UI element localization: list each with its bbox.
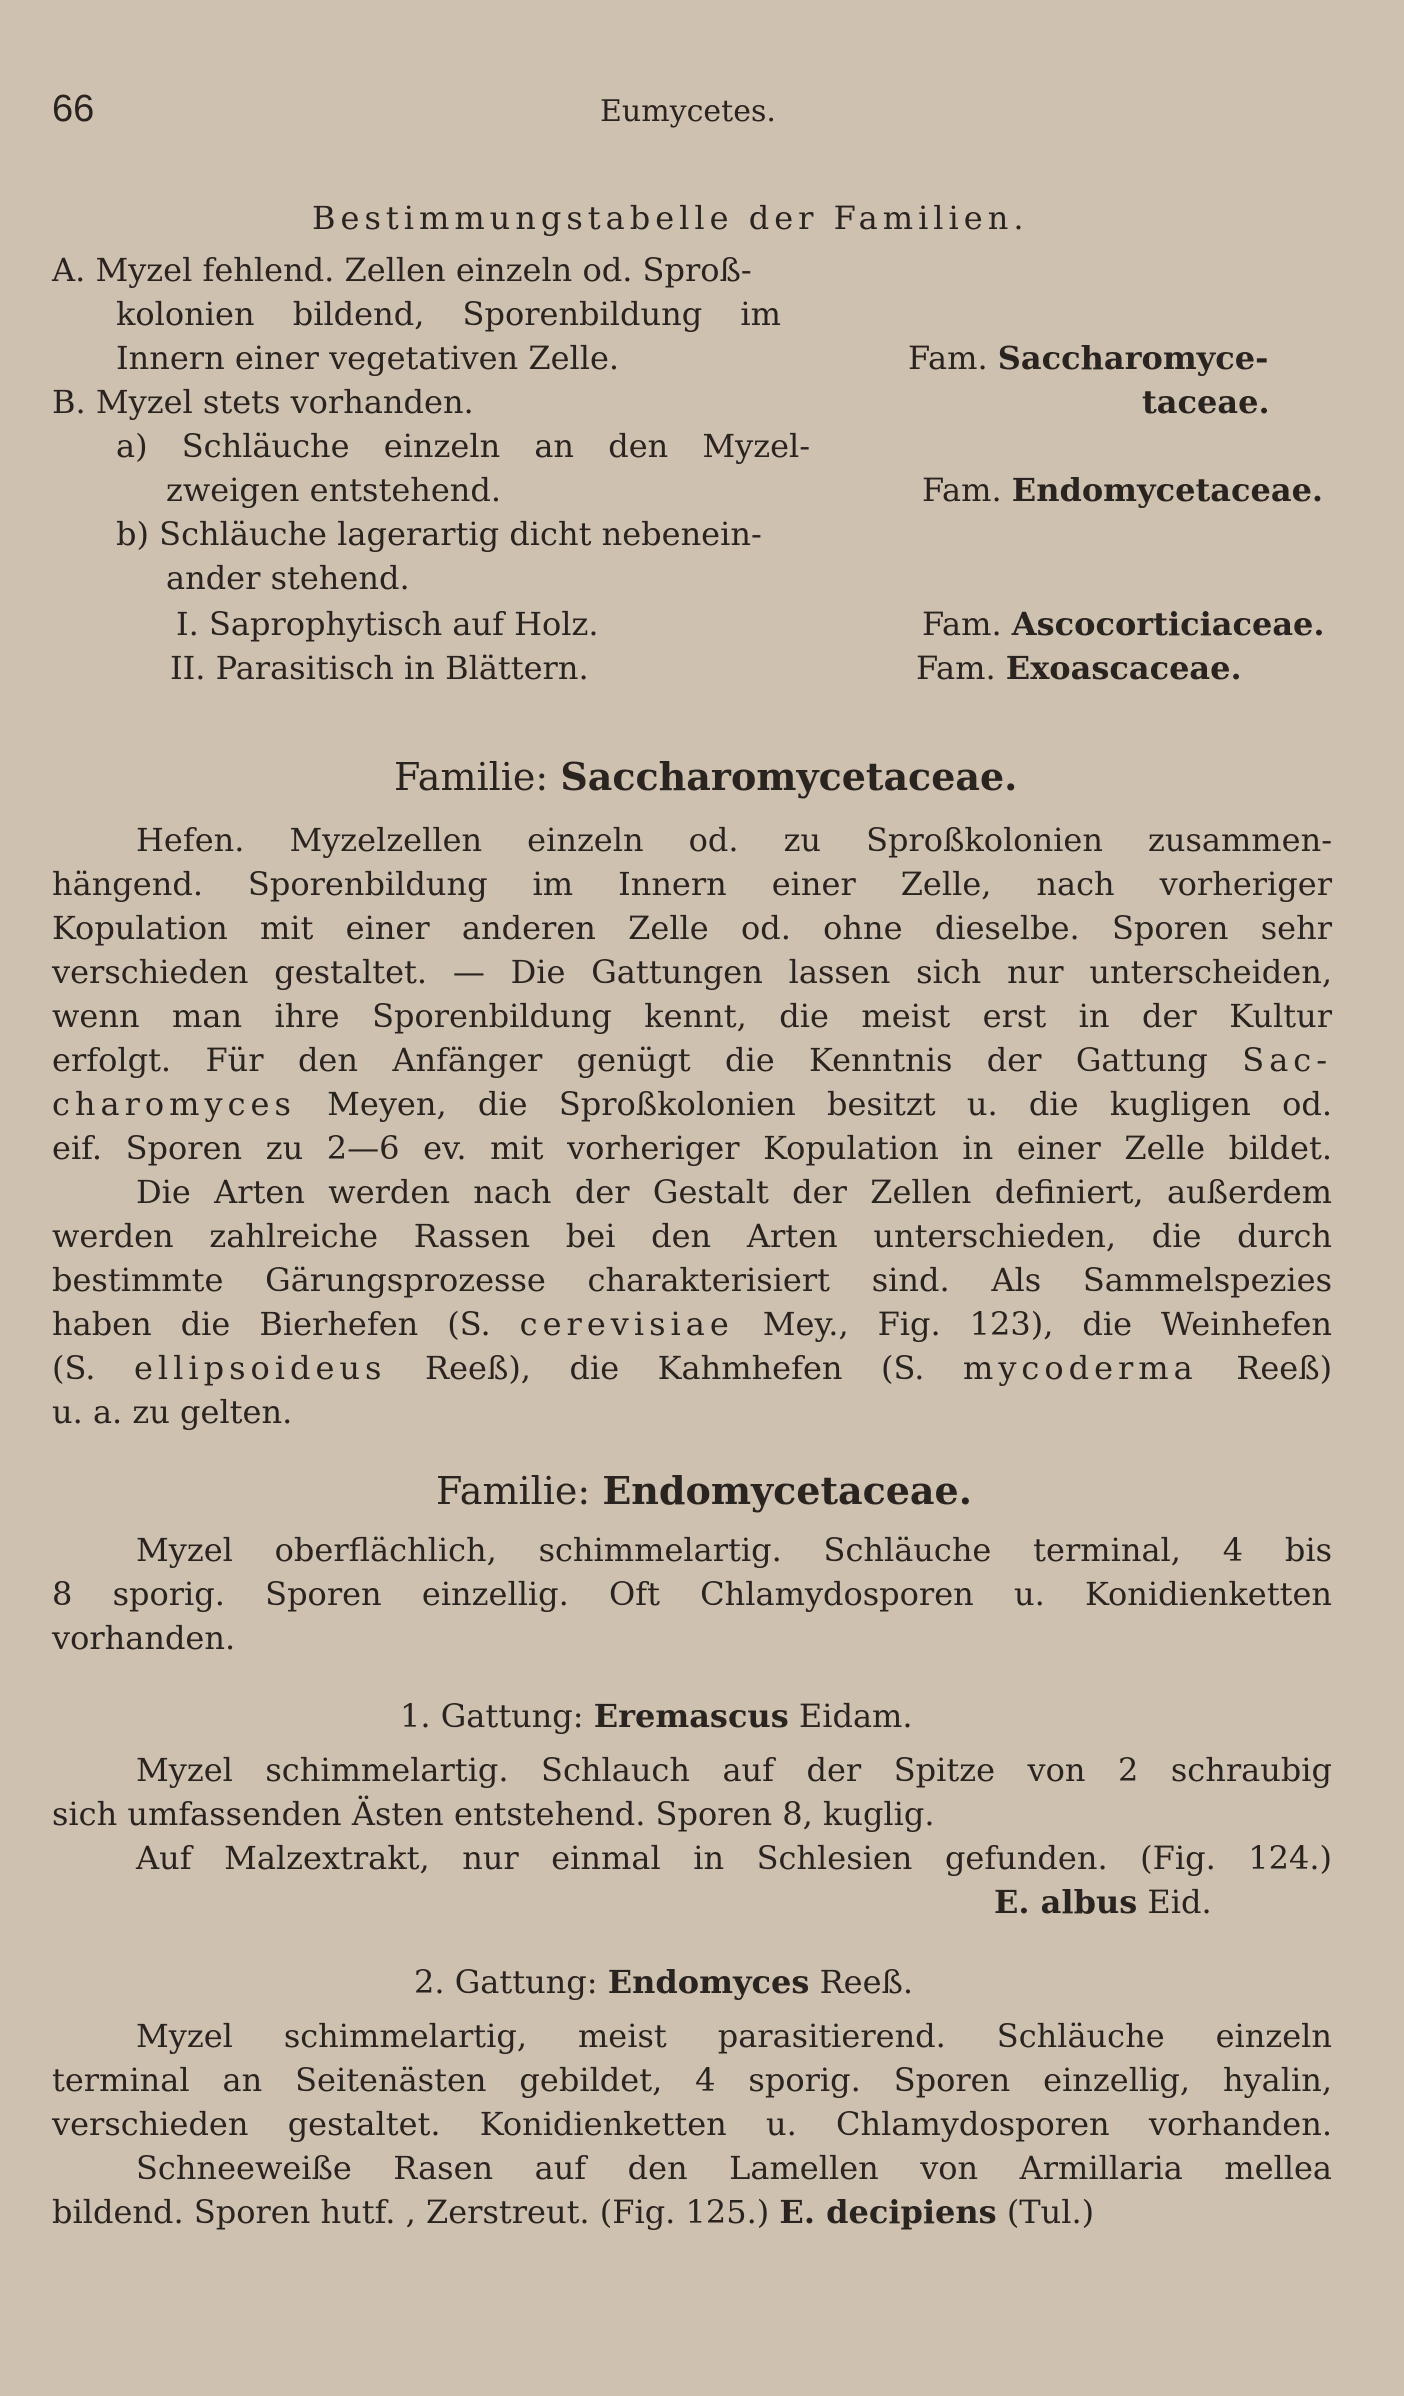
paragraph-line: terminal an Seitenästen gebildet, 4 sporig. Sporen einzellig, hyalin, xyxy=(52,2061,1332,2099)
paragraph-line: eif. Sporen zu 2—6 ev. mit vorheriger Kopulation in einer Zelle bildet. xyxy=(52,1129,1332,1167)
key-result-a xyxy=(908,336,1268,380)
key-line-bb1: b) Schläuche lagerartig dicht nebenein- xyxy=(116,515,762,553)
page-number: 66 xyxy=(52,88,95,130)
paragraph-line: Kopulation mit einer anderen Zelle od. ohne dieselbe. Sporen sehr xyxy=(52,909,1332,947)
paragraph-line: hängend. Sporenbildung im Innern einer Zelle, nach vorheriger xyxy=(52,865,1332,903)
genus-label: 2. Gattung: xyxy=(414,1963,598,2001)
fam-label: Fam. xyxy=(916,649,996,687)
species-name-spaced: ellipsoideus xyxy=(133,1349,387,1387)
genus-label: 1. Gattung: xyxy=(400,1697,584,1735)
section-title-label: Familie: xyxy=(436,1469,591,1513)
text-run: Reeß) xyxy=(1236,1349,1333,1387)
section-title-saccharomycetaceae xyxy=(394,752,1017,802)
text-run: erfolgt. Für den Anfänger genügt die Kenntnis der Gattung xyxy=(52,1041,1208,1079)
key-title: Bestimmungstabelle der Familien. xyxy=(312,199,1029,237)
key-line-ba2: zweigen entstehend. xyxy=(166,471,502,509)
genus-name: Eremascus xyxy=(593,1697,789,1735)
species-line xyxy=(994,1880,1212,1924)
paragraph-line: 8 sporig. Sporen einzellig. Oft Chlamydosporen u. Konidienketten xyxy=(52,1575,1332,1613)
fam-name: Saccharomyce- xyxy=(997,339,1269,377)
paragraph-line: verschieden gestaltet. Konidienketten u. Chlamydosporen vorhanden. xyxy=(52,2105,1332,2143)
genus-name: Endomyces xyxy=(607,1963,810,2001)
key-line-bb-i: I. Saprophytisch auf Holz. xyxy=(176,605,599,643)
fam-name-cont: taceae. xyxy=(1142,383,1270,421)
fam-label: Fam. xyxy=(922,471,1002,509)
text-run: Reeß), die Kahmhefen (S. xyxy=(424,1349,925,1387)
genus-author: Reeß. xyxy=(819,1963,914,2001)
paragraph-line xyxy=(52,1302,1332,1346)
fam-name: Exoascaceae. xyxy=(1005,649,1242,687)
section-title-label: Familie: xyxy=(394,755,549,799)
key-line-a3: Innern einer vegetativen Zelle. xyxy=(116,339,620,377)
key-line-bb-ii: II. Parasitisch in Blättern. xyxy=(170,649,589,687)
key-result-a-cont xyxy=(1142,380,1270,424)
paragraph-line: wenn man ihre Sporenbildung kennt, die meist erst in der Kultur xyxy=(52,997,1332,1035)
paragraph-line: u. a. zu gelten. xyxy=(52,1393,293,1431)
key-result-bb-ii xyxy=(916,646,1242,690)
genus-author: Eidam. xyxy=(798,1697,913,1735)
paragraph-line: Die Arten werden nach der Gestalt der Zellen definiert, außerdem xyxy=(136,1173,1332,1211)
genus-title-endomyces xyxy=(414,1960,913,2004)
text-run: Meyen, die Sproßkolonien besitzt u. die kugligen od. xyxy=(327,1085,1333,1123)
key-line-bb2: ander stehend. xyxy=(166,559,410,597)
paragraph-line: Myzel schimmelartig. Schlauch auf der Spitze von 2 schraubig xyxy=(136,1751,1332,1789)
genus-name-spaced: charomyces xyxy=(52,1085,296,1123)
section-title-name: Endomycetaceae. xyxy=(602,1468,972,1513)
paragraph-line: Hefen. Myzelzellen einzeln od. zu Sproßkolonien zusammen- xyxy=(136,821,1332,859)
text-run: haben die Bierhefen (S. xyxy=(52,1305,491,1343)
fam-name: Endomycetaceae. xyxy=(1011,471,1324,509)
species-author: (Tul.) xyxy=(1006,2193,1095,2231)
paragraph-line: sich umfassenden Ästen entstehend. Sporen 8, kuglig. xyxy=(52,1795,935,1833)
species-name-spaced: cerevisiae xyxy=(519,1305,734,1343)
section-title-endomycetaceae xyxy=(436,1466,972,1516)
species-author: Eid. xyxy=(1147,1883,1212,1921)
genus-name-spaced: Sac- xyxy=(1242,1041,1333,1079)
paragraph-line: vorhanden. xyxy=(52,1619,236,1657)
text-run: bildend. Sporen hutf. , Zerstreut. (Fig. 125.) xyxy=(52,2193,770,2231)
key-line-a1: A. Myzel fehlend. Zellen einzeln od. Sproß- xyxy=(52,251,752,289)
genus-title-eremascus xyxy=(400,1694,913,1738)
paragraph-line: verschieden gestaltet. — Die Gattungen lassen sich nur unterscheiden, xyxy=(52,953,1332,991)
paragraph-line: bestimmte Gärungsprozesse charakterisiert sind. Als Sammelspezies xyxy=(52,1261,1332,1299)
species-name-spaced: mycoderma xyxy=(962,1349,1198,1387)
species-name: E. decipiens xyxy=(779,2193,997,2231)
key-result-ba xyxy=(922,468,1323,512)
fam-label: Fam. xyxy=(908,339,988,377)
paragraph-line: Myzel oberflächlich, schimmelartig. Schläuche terminal, 4 bis xyxy=(136,1531,1332,1569)
text-run: (S. xyxy=(52,1349,96,1387)
paragraph-line xyxy=(52,2190,1094,2234)
key-line-ba1: a) Schläuche einzeln an den Myzel- xyxy=(116,427,811,465)
key-result-bb-i xyxy=(922,602,1325,646)
paragraph-line xyxy=(52,1082,1332,1126)
paragraph-line: Schneeweiße Rasen auf den Lamellen von Armillaria mellea xyxy=(136,2149,1332,2187)
species-name: E. albus xyxy=(994,1883,1138,1921)
text-run: Mey., Fig. 123), die Weinhefen xyxy=(762,1305,1333,1343)
paragraph-line: Myzel schimmelartig, meist parasitierend. Schläuche einzeln xyxy=(136,2017,1332,2055)
running-title: Eumycetes. xyxy=(600,94,776,129)
fam-label: Fam. xyxy=(922,605,1002,643)
paragraph-line: werden zahlreiche Rassen bei den Arten unterschieden, die durch xyxy=(52,1217,1332,1255)
paragraph-line xyxy=(52,1346,1332,1390)
key-line-b1: B. Myzel stets vorhanden. xyxy=(52,383,474,421)
paragraph-line xyxy=(52,1038,1332,1082)
paragraph-line: Auf Malzextrakt, nur einmal in Schlesien gefunden. (Fig. 124.) xyxy=(136,1839,1332,1877)
fam-name: Ascocorticiaceae. xyxy=(1011,605,1325,643)
section-title-name: Saccharomycetaceae. xyxy=(560,754,1018,799)
key-line-a2: kolonien bildend, Sporenbildung im xyxy=(116,295,781,333)
